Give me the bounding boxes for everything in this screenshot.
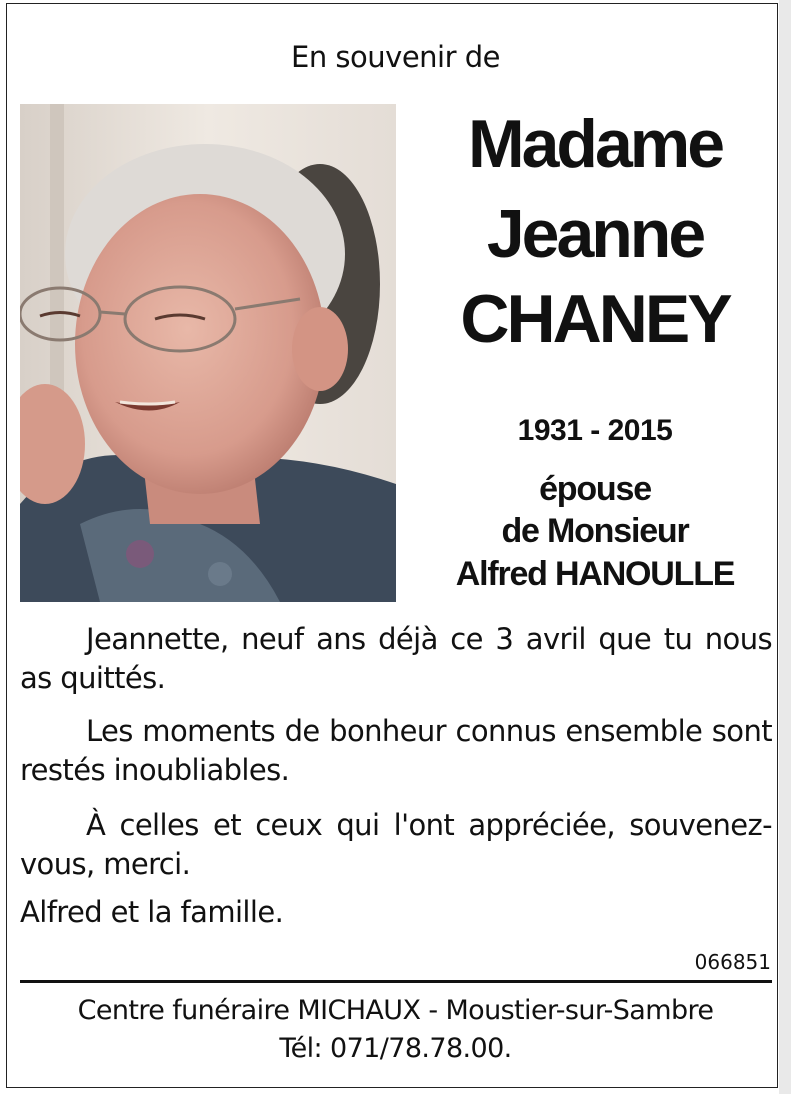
funeral-home: Centre funéraire MICHAUX - Moustier-sur-Sambre	[77, 995, 714, 1026]
spouse-line-2: de Monsieur	[501, 512, 689, 550]
name-title: Madame	[467, 106, 723, 182]
portrait-photo	[20, 104, 396, 602]
reference-number: 066851	[694, 950, 771, 974]
spouse-line-1: épouse	[539, 470, 651, 508]
message-paragraph: Jeannette, neuf ans déjà ce 3 avril que tu nous as quittés.	[20, 622, 772, 695]
spouse-line-3: Alfred HANOULLE	[455, 555, 735, 593]
funeral-home-phone: Tél: 071/78.78.00.	[279, 1033, 512, 1064]
name-first: Jeanne	[486, 196, 704, 272]
name-last: CHANEY	[460, 281, 730, 357]
message-paragraph: Les moments de bonheur connus ensemble sont restés inoubliables.	[20, 714, 772, 787]
life-dates: 1931 - 2015	[517, 414, 673, 447]
message-paragraph: À celles et ceux qui l'ont appréciée, souvenez-vous, merci.	[20, 808, 772, 881]
divider	[20, 980, 772, 983]
intro-text: En souvenir de	[291, 40, 500, 74]
signature-line: Alfred et la famille.	[20, 895, 284, 929]
